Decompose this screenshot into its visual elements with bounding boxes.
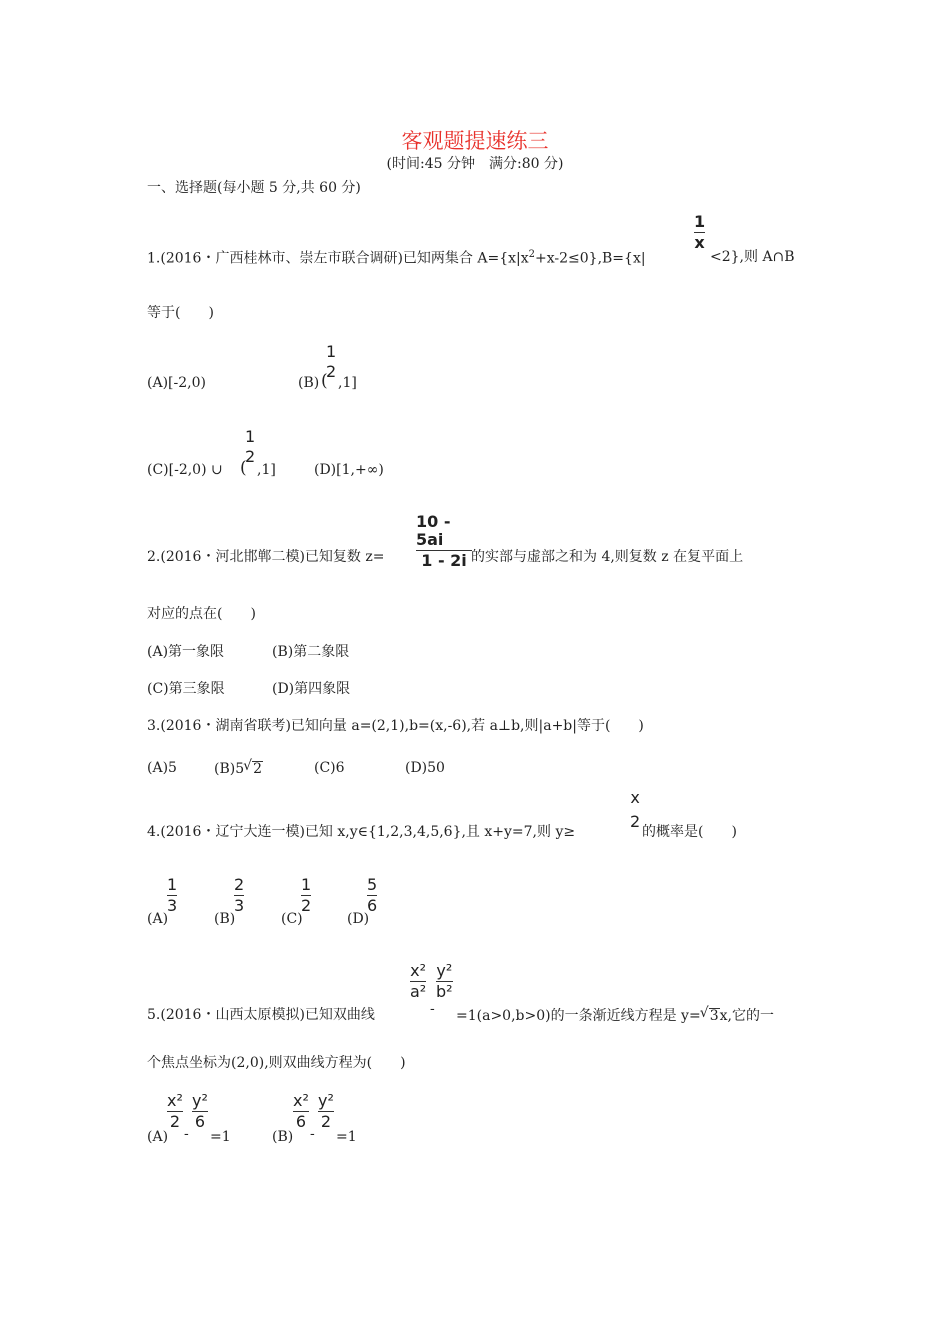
page-title: 客观题提速练三 (401, 129, 549, 153)
q2-option-d: (D)第四象限 (272, 681, 351, 697)
q1-option-a: (A)[-2,0) (147, 375, 206, 391)
q3-option-a: (A)5 (147, 760, 177, 776)
q4-option-b-fraction: 2 3 (234, 875, 245, 915)
q5-option-b-minus: - (310, 1126, 315, 1142)
q5-option-b-fraction-y: y² 2 (318, 1091, 334, 1131)
q2-fraction: 10 - 5ai 1 - 2i (416, 513, 472, 570)
q1-option-b-fraction: 1 2 (326, 342, 337, 381)
q1-fraction: 1 x (694, 212, 706, 252)
page-subtitle: (时间:45 分钟 满分:80 分) (386, 156, 564, 172)
q5-fraction-x: x² a² (410, 961, 427, 1001)
q4-stem-end: 的概率是( ) (642, 824, 737, 840)
q5-option-a-label: (A) (147, 1129, 169, 1145)
q1-stem-end: <2},则 A∩B (710, 249, 795, 265)
q1-option-c-paren: ( (240, 458, 247, 478)
q5-option-b-fraction-x: x² 6 (293, 1091, 309, 1131)
q1-option-c-label: (C)[-2,0) ∪ (147, 462, 223, 478)
q5-stem-line2: 个焦点坐标为(2,0),则双曲线方程为( ) (147, 1055, 406, 1071)
q1-option-c-end: ,1] (257, 462, 276, 478)
q4-option-d-fraction: 5 6 (367, 875, 378, 915)
q2-option-b: (B)第二象限 (272, 644, 350, 660)
q3-option-c: (C)6 (314, 760, 345, 776)
q1-option-d: (D)[1,+∞) (314, 462, 384, 478)
q3-option-d: (D)50 (405, 760, 445, 776)
q4-option-c-label: (C) (281, 911, 303, 927)
q5-minus: - (430, 1001, 435, 1017)
q5-option-a-fraction-y: y² 6 (192, 1091, 208, 1131)
q4-option-c-fraction: 1 2 (301, 875, 312, 915)
q5-option-a-minus: - (184, 1126, 189, 1142)
q4-option-d-label: (D) (347, 911, 370, 927)
q1-option-b-end: ,1] (338, 375, 357, 391)
q5-stem: 5.(2016・山西太原模拟)已知双曲线 (147, 1007, 375, 1023)
q2-option-c: (C)第三象限 (147, 681, 225, 697)
q5-stem-mid: =1(a>0,b>0)的一条渐近线方程是 y=√ 3x,它的一 (456, 1008, 774, 1023)
q5-option-b-end: =1 (336, 1129, 357, 1145)
q4-option-b-label: (B) (214, 911, 236, 927)
section-heading: 一、选择题(每小题 5 分,共 60 分) (147, 180, 361, 196)
q1-stem: 1.(2016・广西桂林市、崇左市联合调研)已知两集合 $A=\{x|x^2+x-2\le 0\},B=\{x|$ (147, 249, 646, 267)
q4-option-a-fraction: 1 3 (167, 875, 178, 915)
q4-stem: 4.(2016・辽宁大连一模)已知 x,y∈{1,2,3,4,5,6},且 x+y=7,则 y≥ (147, 824, 576, 840)
q2-stem-line2: 对应的点在( ) (147, 606, 256, 622)
q2-option-a: (A)第一象限 (147, 644, 225, 660)
q1-option-c-fraction: 1 2 (245, 427, 256, 466)
q1-option-b-label: (B) (298, 375, 320, 391)
q1-stem-line2: 等于( ) (147, 305, 214, 321)
q5-option-b-label: (B) (272, 1129, 294, 1145)
q5-option-a-end: =1 (210, 1129, 231, 1145)
q2-stem: 2.(2016・河北邯郸二模)已知复数 z= (147, 549, 385, 565)
q3-stem: 3.(2016・湖南省联考)已知向量 a=(2,1),b=(x,-6),若 a⊥b,则|a+b|等于( ) (147, 718, 644, 734)
q1-option-b-paren: ( (321, 371, 328, 391)
q4-option-a-label: (A) (147, 911, 169, 927)
q2-stem-end: 的实部与虚部之和为 4,则复数 z 在复平面上 (471, 549, 744, 565)
q5-option-a-fraction-x: x² 2 (167, 1091, 183, 1131)
q5-fraction-y: y² b² (436, 961, 453, 1001)
q3-option-b: (B)5√ 2 (214, 761, 263, 776)
q4-fraction: x 2 (630, 788, 641, 831)
